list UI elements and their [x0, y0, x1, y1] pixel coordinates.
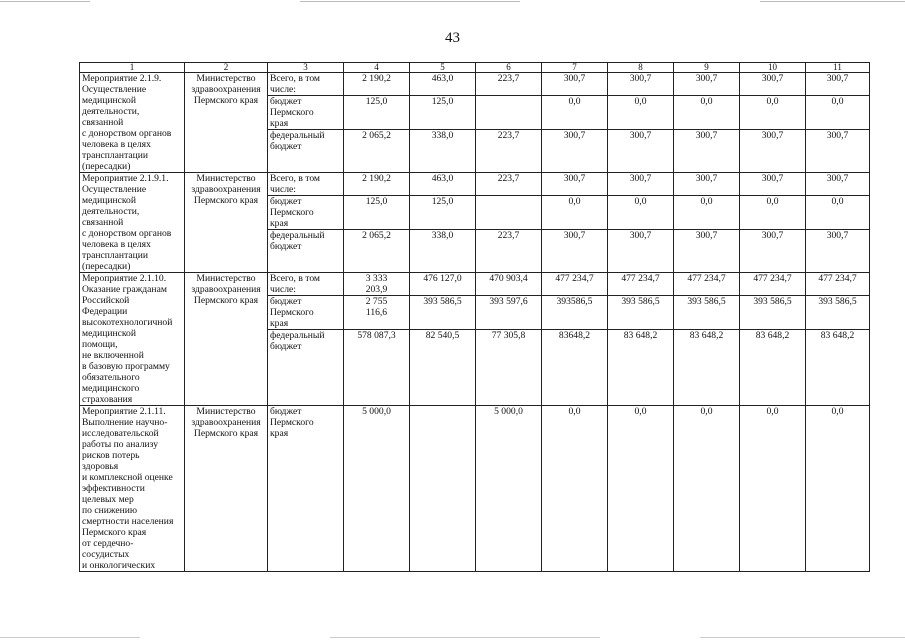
measure-name: Мероприятие 2.1.9.1. Осуществление медицинской деятельности, связанной с донорством органов человека в целях трансплантации (пересадки): [80, 173, 185, 273]
amount-cell: 77 305,8: [476, 330, 542, 406]
amount-cell: 393 586,5: [674, 296, 740, 330]
funding-source: федеральный бюджет: [268, 230, 344, 273]
amount-cell: 0,0: [674, 196, 740, 230]
amount-cell: 0,0: [740, 196, 806, 230]
amount-cell: 300,7: [542, 73, 608, 96]
table-row: [80, 73, 870, 96]
amount-cell: 300,7: [806, 173, 870, 196]
amount-cell: 463,0: [410, 73, 476, 96]
funding-source: бюджет Пермского края: [268, 96, 344, 130]
amount-cell: 300,7: [806, 130, 870, 173]
measure-name: Мероприятие 2.1.10. Оказание гражданам Российской Федерации высокотехнологичной медицинской помощи, не включенной в базовую программу обязательного медицинского страхования: [80, 273, 185, 406]
funding-source: федеральный бюджет: [268, 330, 344, 406]
responsible-ministry: Министерство здравоохранения Пермского края: [185, 173, 268, 273]
amount-cell: 0,0: [674, 96, 740, 130]
amount-cell: 0,0: [608, 406, 674, 572]
amount-cell: 0,0: [608, 196, 674, 230]
amount-cell: 300,7: [674, 130, 740, 173]
amount-cell: 477 234,7: [806, 273, 870, 296]
amount-cell: 393 586,5: [806, 296, 870, 330]
amount-cell: 300,7: [806, 73, 870, 96]
responsible-ministry: Министерство здравоохранения Пермского края: [185, 73, 268, 173]
budget-table: [79, 62, 870, 572]
amount-cell: 82 540,5: [410, 330, 476, 406]
amount-cell: 393 597,6: [476, 296, 542, 330]
column-header: 9: [674, 63, 740, 73]
amount-cell: 0,0: [806, 196, 870, 230]
amount-cell: 300,7: [542, 173, 608, 196]
amount-cell: 2 065,2: [344, 130, 410, 173]
table-row: [80, 173, 870, 196]
funding-source: бюджет Пермского края: [268, 296, 344, 330]
amount-cell: 300,7: [608, 230, 674, 273]
column-header: 11: [806, 63, 870, 73]
amount-cell: 125,0: [410, 96, 476, 130]
scan-edge-top: [0, 1, 905, 2]
amount-cell: 300,7: [608, 130, 674, 173]
amount-cell: 393 586,5: [608, 296, 674, 330]
amount-cell: 338,0: [410, 230, 476, 273]
column-header: 4: [344, 63, 410, 73]
funding-source: бюджет Пермского края: [268, 406, 344, 572]
amount-cell: 393 586,5: [410, 296, 476, 330]
amount-cell: 300,7: [608, 173, 674, 196]
column-header: 1: [80, 63, 185, 73]
amount-cell: 2 190,2: [344, 173, 410, 196]
amount-cell: 300,7: [740, 73, 806, 96]
amount-cell: 223,7: [476, 130, 542, 173]
amount-cell: 300,7: [542, 130, 608, 173]
amount-cell: 223,7: [476, 230, 542, 273]
amount-cell: 477 234,7: [740, 273, 806, 296]
amount-cell: 2 065,2: [344, 230, 410, 273]
amount-cell: [476, 196, 542, 230]
column-header: 5: [410, 63, 476, 73]
amount-cell: 2 190,2: [344, 73, 410, 96]
amount-cell: 0,0: [542, 196, 608, 230]
scan-edge-bottom: [0, 637, 905, 638]
amount-cell: [476, 96, 542, 130]
amount-cell: 300,7: [542, 230, 608, 273]
amount-cell: 0,0: [674, 406, 740, 572]
amount-cell: 5 000,0: [344, 406, 410, 572]
amount-cell: 0,0: [806, 96, 870, 130]
column-header: 8: [608, 63, 674, 73]
amount-cell: 223,7: [476, 73, 542, 96]
amount-cell: 0,0: [806, 406, 870, 572]
column-header: 10: [740, 63, 806, 73]
amount-cell: 477 234,7: [542, 273, 608, 296]
amount-cell: 83 648,2: [608, 330, 674, 406]
amount-cell: 338,0: [410, 130, 476, 173]
amount-cell: 83 648,2: [674, 330, 740, 406]
table-row: [80, 273, 870, 296]
funding-source: бюджет Пермского края: [268, 196, 344, 230]
column-header: 2: [185, 63, 268, 73]
measure-name: Мероприятие 2.1.9. Осуществление медицинской деятельности, связанной с донорством органов человека в целях трансплантации (пересадки): [80, 73, 185, 173]
column-header: 3: [268, 63, 344, 73]
amount-cell: 300,7: [806, 230, 870, 273]
amount-cell: 0,0: [542, 96, 608, 130]
amount-cell: 125,0: [344, 196, 410, 230]
measure-name: Мероприятие 2.1.11. Выполнение научно- исследовательской работы по анализу рисков потерь здоровья и комплексной оценке эффективности целевых мер по снижению смертности населения Пермского края от сердечно- сосудистых и онкологических: [80, 406, 185, 572]
amount-cell: [410, 406, 476, 572]
amount-cell: 300,7: [740, 173, 806, 196]
page-number: 43: [445, 30, 460, 46]
funding-source: Всего, в том числе:: [268, 73, 344, 96]
amount-cell: 83 648,2: [806, 330, 870, 406]
amount-cell: 223,7: [476, 173, 542, 196]
amount-cell: 83648,2: [542, 330, 608, 406]
amount-cell: 477 234,7: [608, 273, 674, 296]
amount-cell: 2 755 116,6: [344, 296, 410, 330]
amount-cell: 300,7: [674, 173, 740, 196]
column-header: 7: [542, 63, 608, 73]
table-header-row: [80, 63, 870, 73]
amount-cell: 0,0: [740, 96, 806, 130]
amount-cell: 0,0: [542, 406, 608, 572]
amount-cell: 5 000,0: [476, 406, 542, 572]
amount-cell: 476 127,0: [410, 273, 476, 296]
amount-cell: 393 586,5: [740, 296, 806, 330]
table-body: [80, 73, 870, 572]
amount-cell: 470 903,4: [476, 273, 542, 296]
amount-cell: 300,7: [740, 130, 806, 173]
amount-cell: 477 234,7: [674, 273, 740, 296]
table-row: [80, 406, 870, 572]
amount-cell: 300,7: [674, 230, 740, 273]
amount-cell: 83 648,2: [740, 330, 806, 406]
column-header: 6: [476, 63, 542, 73]
funding-source: федеральный бюджет: [268, 130, 344, 173]
amount-cell: 3 333 203,9: [344, 273, 410, 296]
amount-cell: 300,7: [674, 73, 740, 96]
amount-cell: 125,0: [344, 96, 410, 130]
amount-cell: 0,0: [608, 96, 674, 130]
amount-cell: 300,7: [740, 230, 806, 273]
amount-cell: 463,0: [410, 173, 476, 196]
amount-cell: 300,7: [608, 73, 674, 96]
funding-source: Всего, в том числе:: [268, 273, 344, 296]
amount-cell: 125,0: [410, 196, 476, 230]
responsible-ministry: Министерство здравоохранения Пермского края: [185, 273, 268, 406]
amount-cell: 0,0: [740, 406, 806, 572]
responsible-ministry: Министерство здравоохранения Пермского края: [185, 406, 268, 572]
amount-cell: 393586,5: [542, 296, 608, 330]
amount-cell: 578 087,3: [344, 330, 410, 406]
funding-source: Всего, в том числе:: [268, 173, 344, 196]
